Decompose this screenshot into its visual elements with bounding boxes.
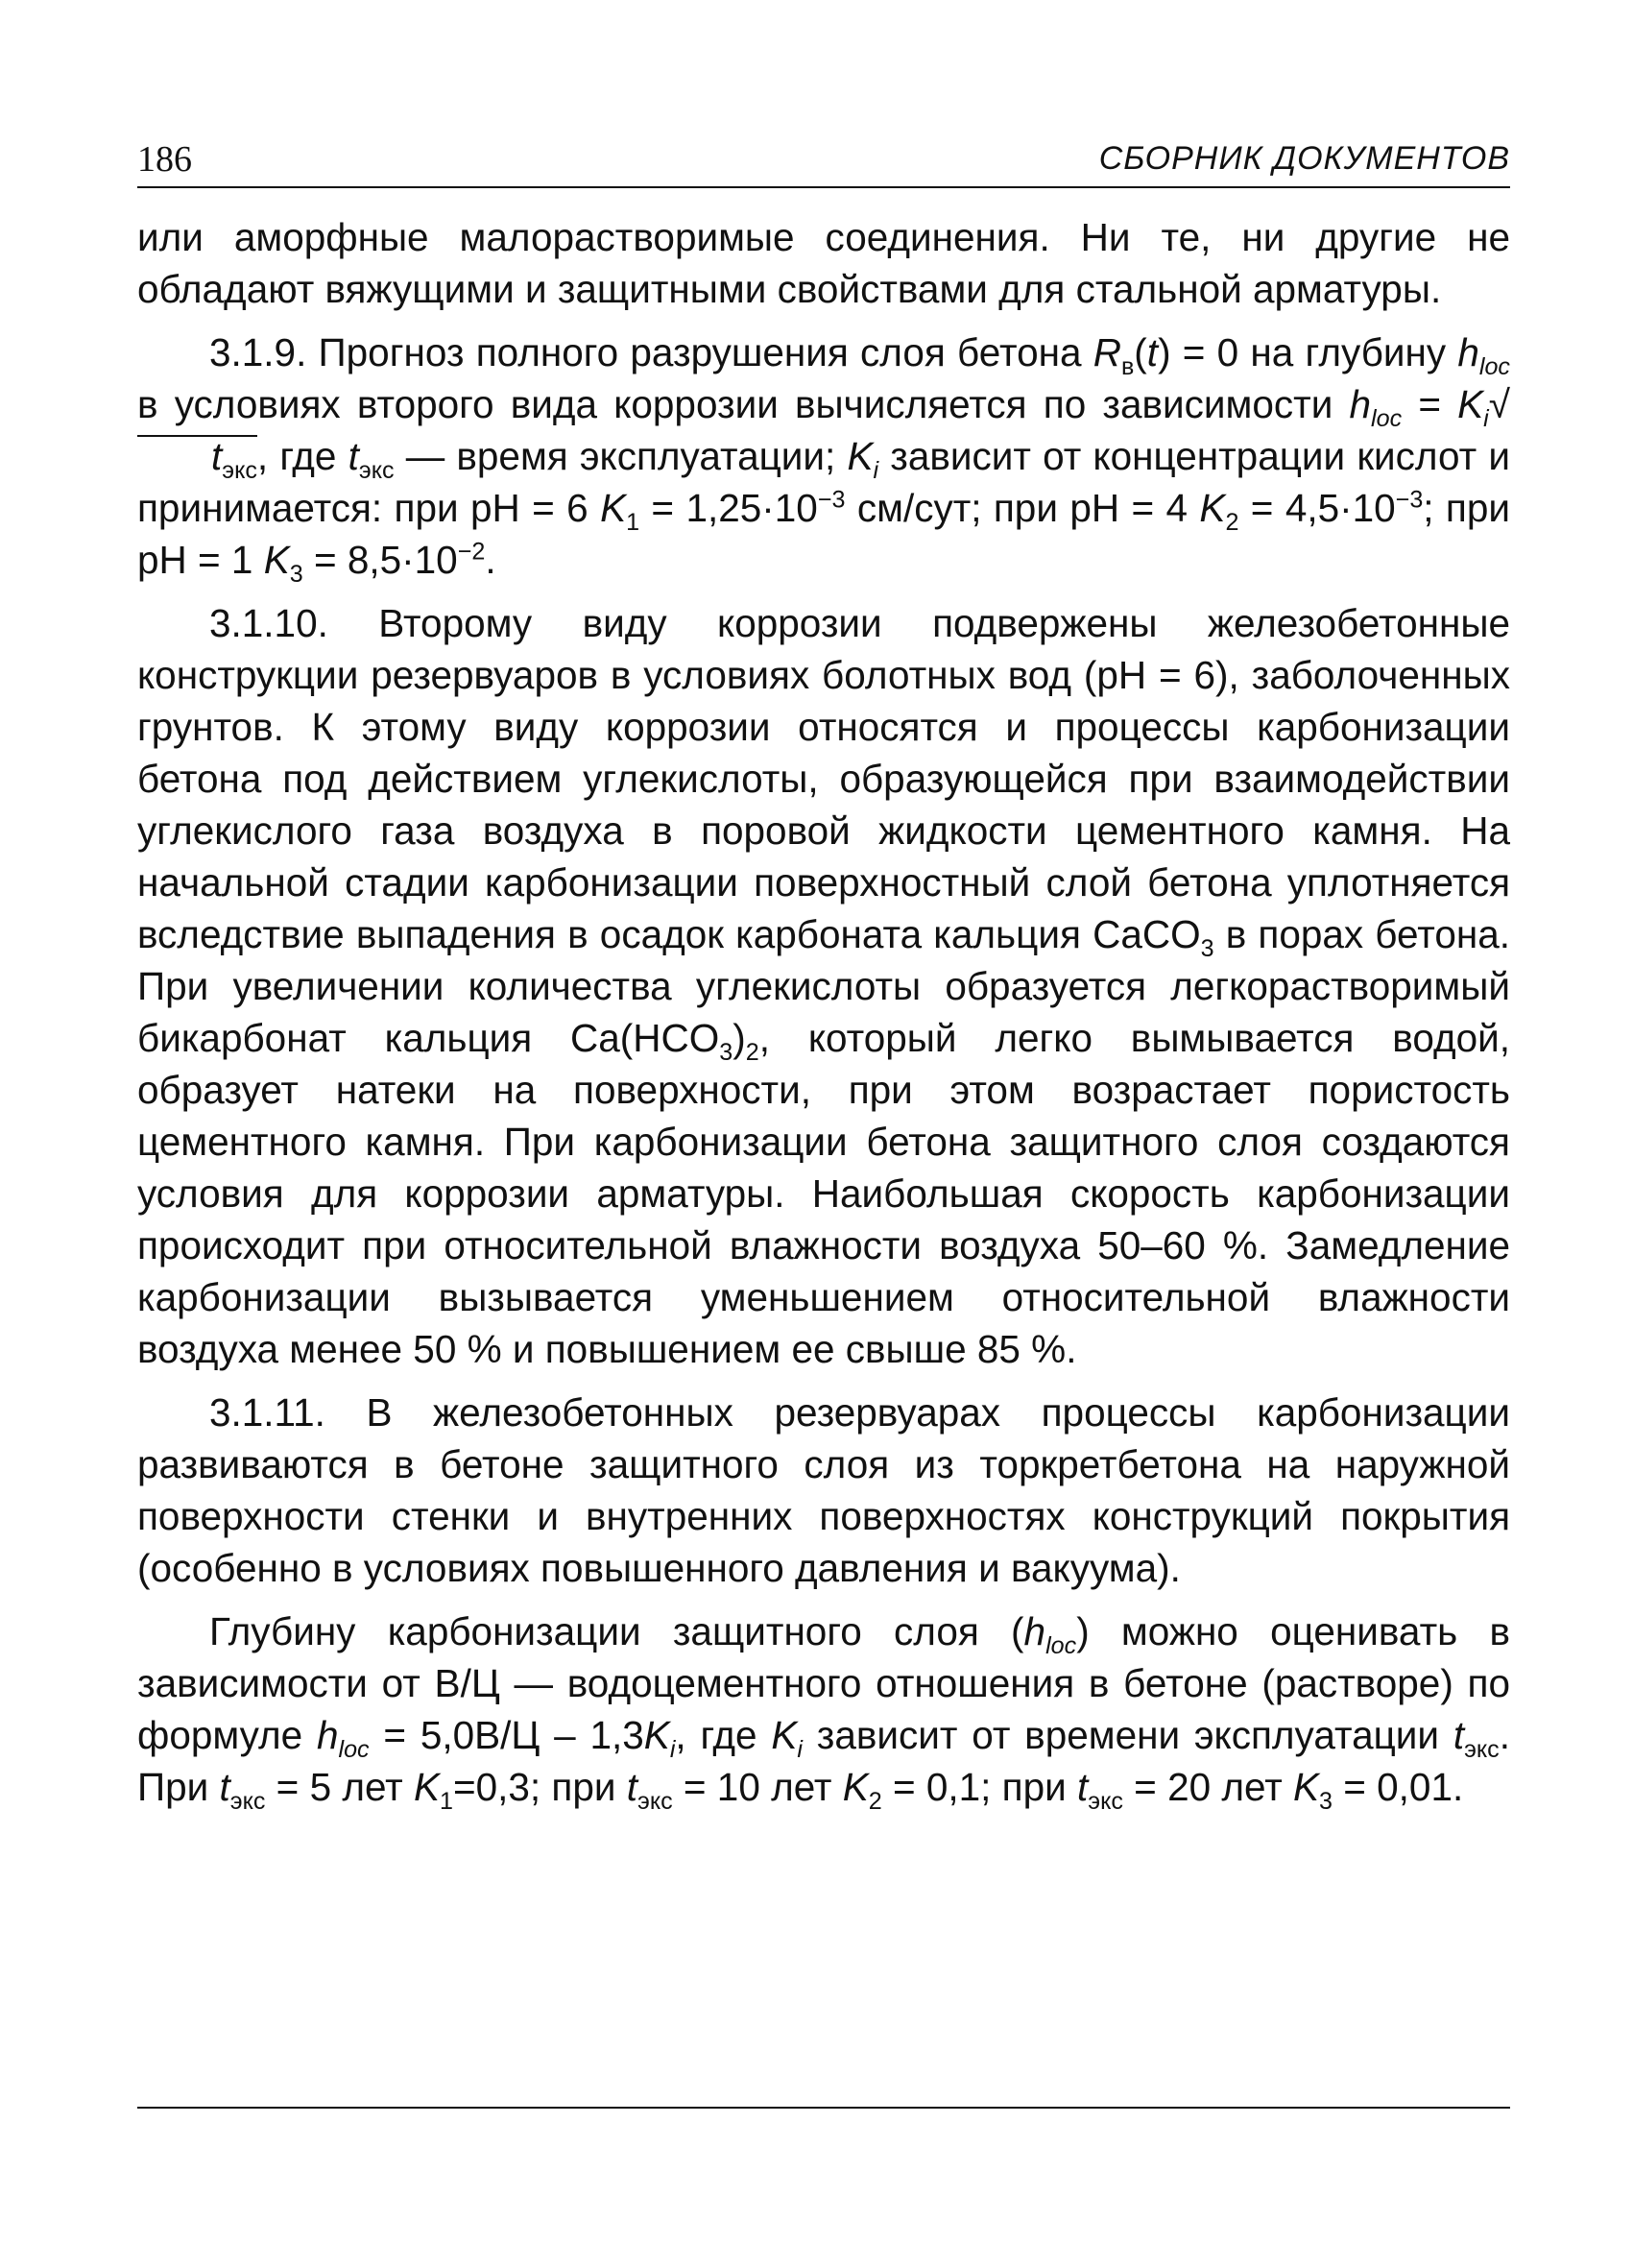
header-divider [137,186,1510,188]
paragraph-continuation: или аморфные малорастворимые соединения. Ни те, ни другие не обладают вяжущими и защитными свойствами для стальной арматуры. [137,215,1510,311]
paragraph-carbonization-depth: Глубину карбонизации защитного слоя $(h_{loc})$ можно оценивать в зависимости от В/Ц — водоцементного отношения в бетоне (растворе) по формуле $h_{loc} = 5,0В/Ц - 1,3K_i$, где $K_i$ зависит от времени эксплуатации $t_{экс}$. При $t_{экс} = 5$ лет $K_1=0,3$; при $t_{экс} = 10$ лет $K_2 = 0,1$; при $t_{экс} = 20$ лет $K_3 = 0,01$. [137,1609,1510,1816]
page-header [137,134,1510,188]
paragraph-3-1-9: 3.1.9. Прогноз полного разрушения слоя бетона $R_в(t) = 0$ на глубину $h_{loc}$ в условиях второго вида коррозии вычисляется по зависимости $h_{loc} = K_i√t_{экс}$, где $t_{экс}$ — время эксплуатации; $K_i$ зависит от концентрации кислот и принимается: при pH = 6 $K_1 = 1,25\cdot 10^{-3}$ см/сут; при pH = 4 $K_2 = 4,5\cdot 10^{-3}$; при pH = 1 $K_3 = 8,5\cdot 10^{-2}$. [137,330,1511,589]
main-text [137,211,1511,1816]
footer-divider [137,2107,1510,2109]
page-number: 186 [137,139,192,180]
formula-var: R [1093,330,1121,374]
sqrt-radicand: $t_{экс}$ [137,435,257,476]
paragraph-3-1-10: 3.1.10. Второму виду коррозии подвержены железобетонные конструкции резервуаров в условиях болотных вод (pH = 6), заболоченных грунтов. К этому виду коррозии относятся и процессы карбонизации бетона под действием углекислоты, образующейся при взаимодействии углекислого газа воздуха в поровой жидкости цементного камня. На начальной стадии карбонизации поверхностный слой бетона уплотняется вследствие выпадения в осадок карбоната кальция CaCO$_3$ в порах бетона. При увеличении количества углекислоты образуется легкорастворимый бикарбонат кальция $Ca(HCO_3)_2$, который легко вымывается водой, образует натеки на поверхности, при этом возрастает пористость цементного камня. При карбонизации бетона защитного слоя создаются условия для коррозии арматуры. Наибольшая скорость карбонизации происходит при относительной влажности воздуха 50–60 %. Замедление карбонизации вызывается уменьшением относительной влажности воздуха менее 50 % и повышением ее свыше 85 %. [137,601,1510,1371]
paragraph-3-1-11: 3.1.11. В железобетонных резервуарах процессы карбонизации развиваются в бетоне защитного слоя из торкретбетона на наружной поверхности стенки и внутренних поверхностях конструкций покрытия (особенно в условиях повышенного давления и вакуума). [137,1390,1510,1590]
formula-hloc: h [1349,382,1372,426]
formula-hloc: h [316,1713,339,1757]
running-title: СБОРНИК ДОКУМЕНТОВ [1098,140,1510,177]
sqrt-sign: √ [1488,382,1510,426]
